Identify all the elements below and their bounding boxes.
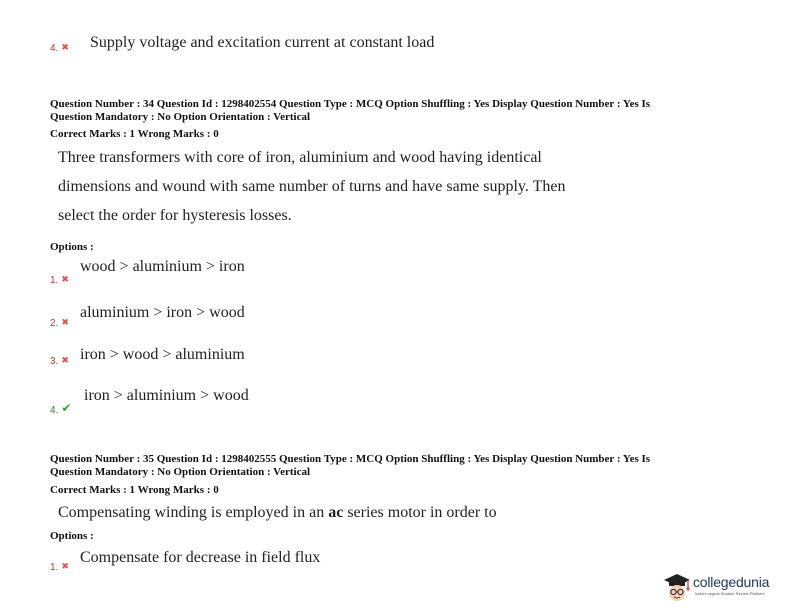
q34-question-text: Three transformers with core of iron, aluminium and wood having identical dimensions and wound with same number of turns and have same supply. Then select the order for hysteresis losses. [58, 149, 566, 224]
q34-options-label: Options : [50, 241, 94, 253]
cross-icon: ✖ [61, 318, 69, 328]
q34-option-1-number: 1. ✖ [50, 275, 69, 286]
check-icon: ✔ [61, 401, 72, 415]
prev-option-text: Supply voltage and excitation current at constant load [90, 34, 435, 51]
q35-options-label: Options : [50, 530, 94, 542]
q35-marks: Correct Marks : 1 Wrong Marks : 0 [50, 484, 219, 496]
q34-meta: Question Number : 34 Question Id : 1298402554 Question Type : MCQ Option Shuffling : Yes Display Question Number : Yes Is Question Mandatory : No Option Orientation : Vertical [50, 98, 651, 123]
graduation-cap-icon [662, 570, 692, 604]
q34-option-1-text: wood > aluminium > iron [80, 258, 245, 275]
cross-icon: ✖ [61, 356, 69, 366]
q34-option-3-text: iron > wood > aluminium [80, 346, 245, 363]
q35-option-1-number: 1. ✖ [50, 562, 69, 573]
q34-option-4-text: iron > aluminium > wood [84, 387, 249, 404]
q34-option-3-number: 3. ✖ [50, 356, 69, 367]
q35-option-1-text: Compensate for decrease in field flux [80, 549, 321, 566]
cross-icon: ✖ [61, 43, 69, 53]
q35-meta: Question Number : 35 Question Id : 1298402555 Question Type : MCQ Option Shuffling : Yes Display Question Number : Yes Is Question Mandatory : No Option Orientation : Vertical [50, 453, 651, 478]
q34-option-2-text: aluminium > iron > wood [80, 304, 245, 321]
q34-option-4-number: 4. ✔ [50, 401, 72, 416]
cross-icon: ✖ [61, 275, 69, 285]
cross-icon: ✖ [61, 562, 69, 572]
prev-option-number: 4. ✖ [50, 43, 69, 54]
collegedunia-logo [660, 568, 785, 608]
logo-brand: collegedunia [693, 574, 770, 590]
q34-marks: Correct Marks : 1 Wrong Marks : 0 [50, 128, 219, 140]
logo-tagline: India's largest Student Review Platform [695, 591, 765, 596]
q35-question-text: Compensating winding is employed in an ac series motor in order to [58, 504, 497, 521]
q34-option-2-number: 2. ✖ [50, 318, 69, 329]
